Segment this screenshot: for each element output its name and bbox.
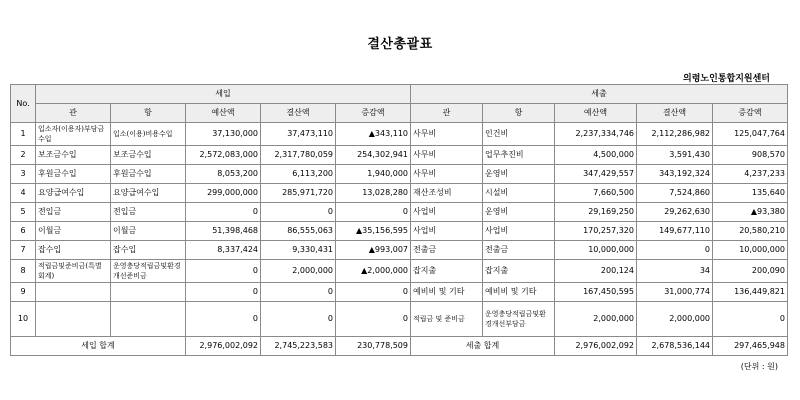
income-gwan: 후원금수입 xyxy=(36,165,111,184)
income-hang: 보조금수입 xyxy=(111,146,186,165)
table-row xyxy=(11,283,788,302)
income-budget: 2,572,083,000 xyxy=(186,146,261,165)
income-budget: 37,130,000 xyxy=(186,123,261,146)
income-change: 0 xyxy=(336,203,411,222)
expense-total-budget: 2,976,002,092 xyxy=(555,337,637,356)
table-row xyxy=(11,146,788,165)
expense-budget: 29,169,250 xyxy=(555,203,637,222)
table-row xyxy=(11,184,788,203)
income-total-budget: 2,976,002,092 xyxy=(186,337,261,356)
expense-header: 세출 xyxy=(411,85,788,104)
row-no: 6 xyxy=(11,222,36,241)
expense-gwan: 사무비 xyxy=(411,146,483,165)
table-row xyxy=(11,222,788,241)
income-budget: 51,398,468 xyxy=(186,222,261,241)
expense-budget: 2,000,000 xyxy=(555,302,637,337)
settlement-table xyxy=(10,84,788,356)
income-actual: 0 xyxy=(261,283,336,302)
totals-row xyxy=(11,337,788,356)
header-row-2 xyxy=(11,104,788,123)
expense-hang: 예비비 및 기타 xyxy=(483,283,555,302)
expense-gwan: 사무비 xyxy=(411,165,483,184)
income-actual: 0 xyxy=(261,302,336,337)
income-change: 0 xyxy=(336,283,411,302)
income-hang xyxy=(111,302,186,337)
table-row xyxy=(11,123,788,146)
expense-hang: 사업비 xyxy=(483,222,555,241)
row-no: 9 xyxy=(11,283,36,302)
income-change: ▲993,007 xyxy=(336,241,411,260)
expense-actual: 149,677,110 xyxy=(637,222,713,241)
income-gwan: 보조금수입 xyxy=(36,146,111,165)
table-row xyxy=(11,203,788,222)
table-row xyxy=(11,165,788,184)
row-no: 10 xyxy=(11,302,36,337)
expense-actual: 0 xyxy=(637,241,713,260)
expense-change: 20,580,210 xyxy=(713,222,788,241)
income-budget: 299,000,000 xyxy=(186,184,261,203)
expense-change: 0 xyxy=(713,302,788,337)
expense-total-change: 297,465,948 xyxy=(713,337,788,356)
expense-gwan: 전출금 xyxy=(411,241,483,260)
expense-change: ▲93,380 xyxy=(713,203,788,222)
income-total-label: 세입 합계 xyxy=(11,337,186,356)
income-change: ▲343,110 xyxy=(336,123,411,146)
income-hang: 전입금 xyxy=(111,203,186,222)
income-total-actual: 2,745,223,583 xyxy=(261,337,336,356)
expense-budget: 10,000,000 xyxy=(555,241,637,260)
expense-actual-header: 결산액 xyxy=(637,104,713,123)
income-gwan xyxy=(36,302,111,337)
income-change: 0 xyxy=(336,302,411,337)
income-hang xyxy=(111,283,186,302)
expense-budget: 2,237,334,746 xyxy=(555,123,637,146)
expense-hang: 시설비 xyxy=(483,184,555,203)
income-hang: 이월금 xyxy=(111,222,186,241)
income-gwan: 적립금및준비금(특별회계) xyxy=(36,260,111,283)
income-budget: 8,053,200 xyxy=(186,165,261,184)
income-change: 254,302,941 xyxy=(336,146,411,165)
income-hang: 입소(이용)비용수입 xyxy=(111,123,186,146)
income-gwan: 입소자(이용자)부담금수입 xyxy=(36,123,111,146)
income-hang: 잡수입 xyxy=(111,241,186,260)
income-budget: 0 xyxy=(186,283,261,302)
expense-total-label: 세출 합계 xyxy=(411,337,555,356)
income-gwan: 전입금 xyxy=(36,203,111,222)
expense-total-actual: 2,678,536,144 xyxy=(637,337,713,356)
expense-hang: 운영충당적립금및환경개선부담금 xyxy=(483,302,555,337)
income-change: ▲35,156,595 xyxy=(336,222,411,241)
income-gwan: 요양급여수입 xyxy=(36,184,111,203)
income-gwan: 이월금 xyxy=(36,222,111,241)
income-actual: 2,317,780,059 xyxy=(261,146,336,165)
expense-hang: 인건비 xyxy=(483,123,555,146)
expense-hang: 잡지출 xyxy=(483,260,555,283)
expense-gwan-header: 관 xyxy=(411,104,483,123)
table-row xyxy=(11,260,788,283)
row-no: 4 xyxy=(11,184,36,203)
row-no: 7 xyxy=(11,241,36,260)
expense-change: 200,090 xyxy=(713,260,788,283)
row-no: 8 xyxy=(11,260,36,283)
expense-actual: 34 xyxy=(637,260,713,283)
expense-actual: 343,192,324 xyxy=(637,165,713,184)
expense-actual: 3,591,430 xyxy=(637,146,713,165)
income-hang: 운영충당적립금및환경개선준비금 xyxy=(111,260,186,283)
unit-note: (단위 : 원) xyxy=(740,362,778,371)
expense-gwan: 사업비 xyxy=(411,222,483,241)
page-title: 결산총괄표 xyxy=(367,37,433,52)
income-budget: 8,337,424 xyxy=(186,241,261,260)
expense-change: 136,449,821 xyxy=(713,283,788,302)
organization-name: 의령노인통합지원센터 xyxy=(683,74,770,84)
expense-gwan: 예비비 및 기타 xyxy=(411,283,483,302)
expense-actual: 2,112,286,982 xyxy=(637,123,713,146)
no-header: No. xyxy=(11,85,36,123)
table-row xyxy=(11,241,788,260)
expense-actual: 7,524,860 xyxy=(637,184,713,203)
expense-budget: 7,660,500 xyxy=(555,184,637,203)
income-budget: 0 xyxy=(186,260,261,283)
expense-change: 135,640 xyxy=(713,184,788,203)
income-total-change: 230,778,509 xyxy=(336,337,411,356)
income-budget: 0 xyxy=(186,302,261,337)
income-actual-header: 결산액 xyxy=(261,104,336,123)
income-header: 세입 xyxy=(36,85,411,104)
income-hang: 후원금수입 xyxy=(111,165,186,184)
income-gwan-header: 관 xyxy=(36,104,111,123)
income-change: ▲2,000,000 xyxy=(336,260,411,283)
expense-change: 10,000,000 xyxy=(713,241,788,260)
expense-budget: 347,429,557 xyxy=(555,165,637,184)
income-gwan xyxy=(36,283,111,302)
expense-budget-header: 예산액 xyxy=(555,104,637,123)
income-actual: 86,555,063 xyxy=(261,222,336,241)
expense-hang: 업무추진비 xyxy=(483,146,555,165)
income-change-header: 증감액 xyxy=(336,104,411,123)
income-actual: 6,113,200 xyxy=(261,165,336,184)
expense-gwan: 재산조성비 xyxy=(411,184,483,203)
table-row xyxy=(11,302,788,337)
income-actual: 37,473,110 xyxy=(261,123,336,146)
expense-hang: 전출금 xyxy=(483,241,555,260)
income-budget-header: 예산액 xyxy=(186,104,261,123)
row-no: 3 xyxy=(11,165,36,184)
expense-gwan: 사무비 xyxy=(411,123,483,146)
expense-budget: 170,257,320 xyxy=(555,222,637,241)
expense-gwan: 잡지출 xyxy=(411,260,483,283)
expense-budget: 4,500,000 xyxy=(555,146,637,165)
income-change: 13,028,280 xyxy=(336,184,411,203)
income-hang-header: 항 xyxy=(111,104,186,123)
income-hang: 요양급여수입 xyxy=(111,184,186,203)
expense-hang: 운영비 xyxy=(483,203,555,222)
expense-change: 125,047,764 xyxy=(713,123,788,146)
income-actual: 9,330,431 xyxy=(261,241,336,260)
expense-change-header: 증감액 xyxy=(713,104,788,123)
row-no: 1 xyxy=(11,123,36,146)
expense-change: 4,237,233 xyxy=(713,165,788,184)
income-change: 1,940,000 xyxy=(336,165,411,184)
expense-actual: 2,000,000 xyxy=(637,302,713,337)
expense-hang-header: 항 xyxy=(483,104,555,123)
row-no: 5 xyxy=(11,203,36,222)
income-budget: 0 xyxy=(186,203,261,222)
header-row-1 xyxy=(11,85,788,104)
expense-gwan: 적립금 및 준비금 xyxy=(411,302,483,337)
income-actual: 285,971,720 xyxy=(261,184,336,203)
income-actual: 0 xyxy=(261,203,336,222)
income-gwan: 잡수입 xyxy=(36,241,111,260)
expense-gwan: 사업비 xyxy=(411,203,483,222)
income-actual: 2,000,000 xyxy=(261,260,336,283)
expense-actual: 31,000,774 xyxy=(637,283,713,302)
expense-actual: 29,262,630 xyxy=(637,203,713,222)
expense-budget: 167,450,595 xyxy=(555,283,637,302)
expense-hang: 운영비 xyxy=(483,165,555,184)
expense-budget: 200,124 xyxy=(555,260,637,283)
expense-change: 908,570 xyxy=(713,146,788,165)
row-no: 2 xyxy=(11,146,36,165)
